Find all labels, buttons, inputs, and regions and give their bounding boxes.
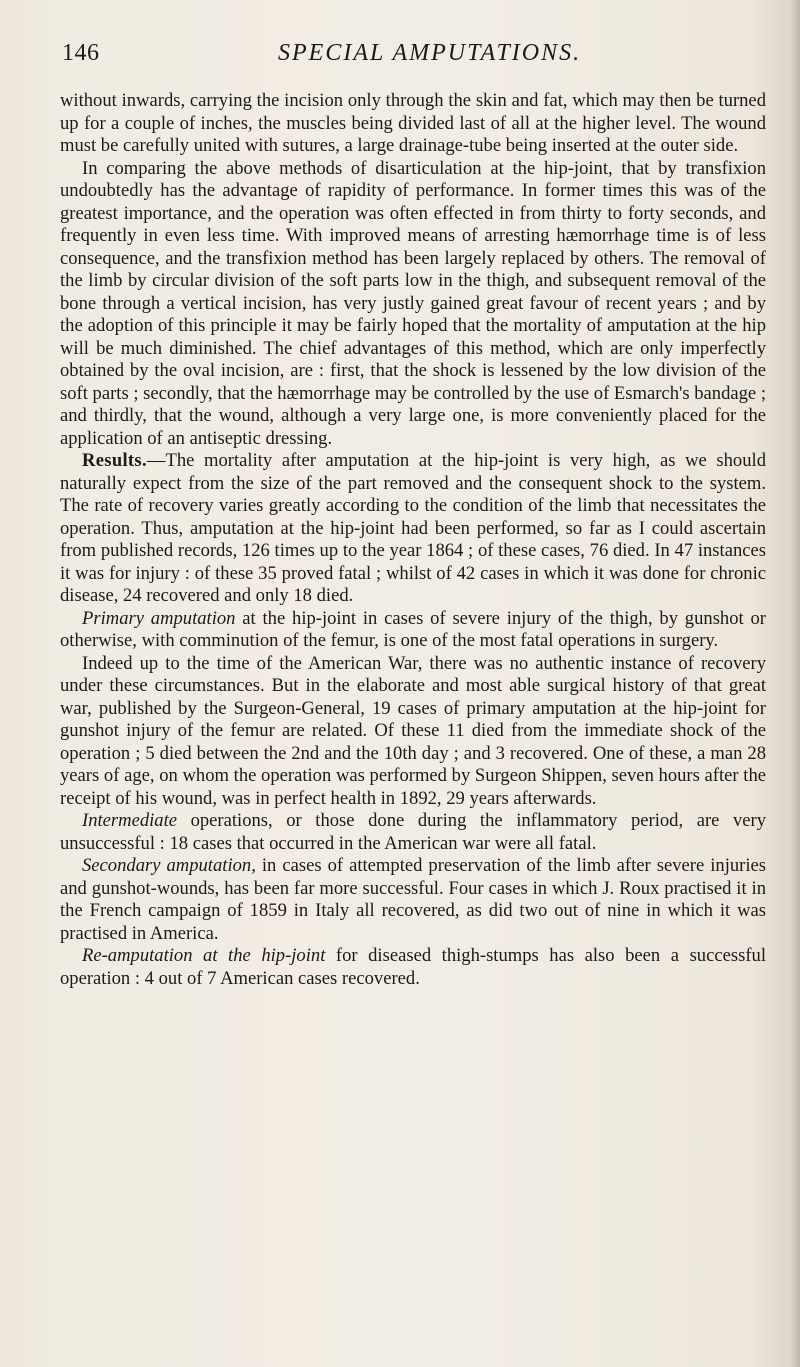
italic-term: Secondary amputation, — [82, 855, 256, 876]
paragraph-comparison — [60, 158, 766, 451]
paragraph-american-war — [60, 653, 766, 811]
paragraph-continued — [60, 90, 766, 158]
page-edge-shadow — [790, 0, 800, 1367]
paragraph-text: In comparing the above methods of disarticulation at the hip-joint, that by transfixion undoubtedly has the advantage of rapidity of performance. In former times this was of the greatest importance, and the operation was often effected in from thirty to forty seconds, and frequently in even less time. With improved means of arresting hæmorrhage time is of less consequence, and the transfixion method has been largely replaced by others. The removal of the limb by circular division of the soft parts low in the thigh, and subsequent removal of the bone through a vertical incision, has very justly gained great favour of recent years ; and by the adoption of this principle it may be fairly hoped that the mortality of amputation at the hip will be much diminished. The chief advantages of this method, which are only imperfectly obtained by the oval incision, are : first, that the shock is lessened by the low division of the soft parts ; secondly, that the hæmorrhage may be controlled by the use of Esmarch's bandage ; and thirdly, that the wound, although a very large one, is more conveniently placed for the application of an antiseptic dressing. — [60, 157, 766, 449]
running-head: SPECIAL AMPUTATIONS. — [278, 40, 582, 66]
paragraph-text: —The mortality after amputation at the hip-joint is very high, as we should naturally expect from the size of the part removed and the consequent shock to the system. The rate of recovery varies greatly according to the condition of the limb that necessitates the operation. Thus, amputation at the hip-joint had been performed, so far as I could ascertain from published records, 126 times up to the year 1864 ; of these cases, 76 died. In 47 instances it was for injury : of these 35 proved fatal ; whilst of 42 cases in which it was done for chronic disease, 24 recovered and only 18 died. — [60, 450, 766, 606]
section-heading: Results. — [82, 450, 147, 471]
italic-term: Re-amputation at the hip-joint — [82, 945, 326, 966]
italic-term: Intermediate — [82, 810, 178, 831]
paragraph-text: at the hip-joint in cases of severe injury of the thigh, by gunshot or otherwise, with comminution of the femur, is one of the most fatal operations in surgery. — [60, 607, 766, 651]
paragraph-results — [60, 450, 766, 608]
paragraph-text: for diseased thigh-stumps has also been a successful operation : 4 out of 7 American cases recovered. — [60, 945, 766, 989]
page-number: 146 — [62, 40, 100, 66]
paragraph-primary-amputation — [60, 608, 766, 653]
paragraph-text: without inwards, carrying the incision only through the skin and fat, which may then be turned up for a couple of inches, the muscles being divided last of all at the higher level. The wound must be carefully united with sutures, a large drainage-tube being inserted at the outer side. — [60, 90, 766, 156]
body-text — [60, 90, 766, 990]
paragraph-re-amputation — [60, 945, 766, 990]
paragraph-text: operations, or those done during the inflammatory period, are very unsuccessful : 18 cases that occurred in the American war were all fatal. — [60, 810, 766, 854]
paragraph-intermediate — [60, 810, 766, 855]
italic-term: Primary amputation — [82, 607, 236, 629]
page-header — [62, 40, 762, 76]
paragraph-text: in cases of attempted preservation of the limb after severe injuries and gunshot-wounds, has been far more successful. Four cases in which J. Roux practised it in the French campaign of 1859 in Italy all recovered, as did two out of nine in which it was practised in America. — [60, 855, 767, 944]
paragraph-text: Indeed up to the time of the American War, there was no authentic instance of recovery under these circumstances. But in the elaborate and most able surgical history of that great war, published by the Surgeon-General, 19 cases of primary amputation at the hip-joint for gunshot injury of the femur are related. Of these 11 died from the immediate shock of the operation ; 5 died between the 2nd and the 10th day ; and 3 recovered. One of these, a man 28 years of age, on whom the operation was performed by Surgeon Shippen, seven hours after the receipt of his wound, was in perfect health in 1892, 29 years afterwards. — [60, 652, 766, 809]
paragraph-secondary-amputation — [60, 855, 766, 945]
